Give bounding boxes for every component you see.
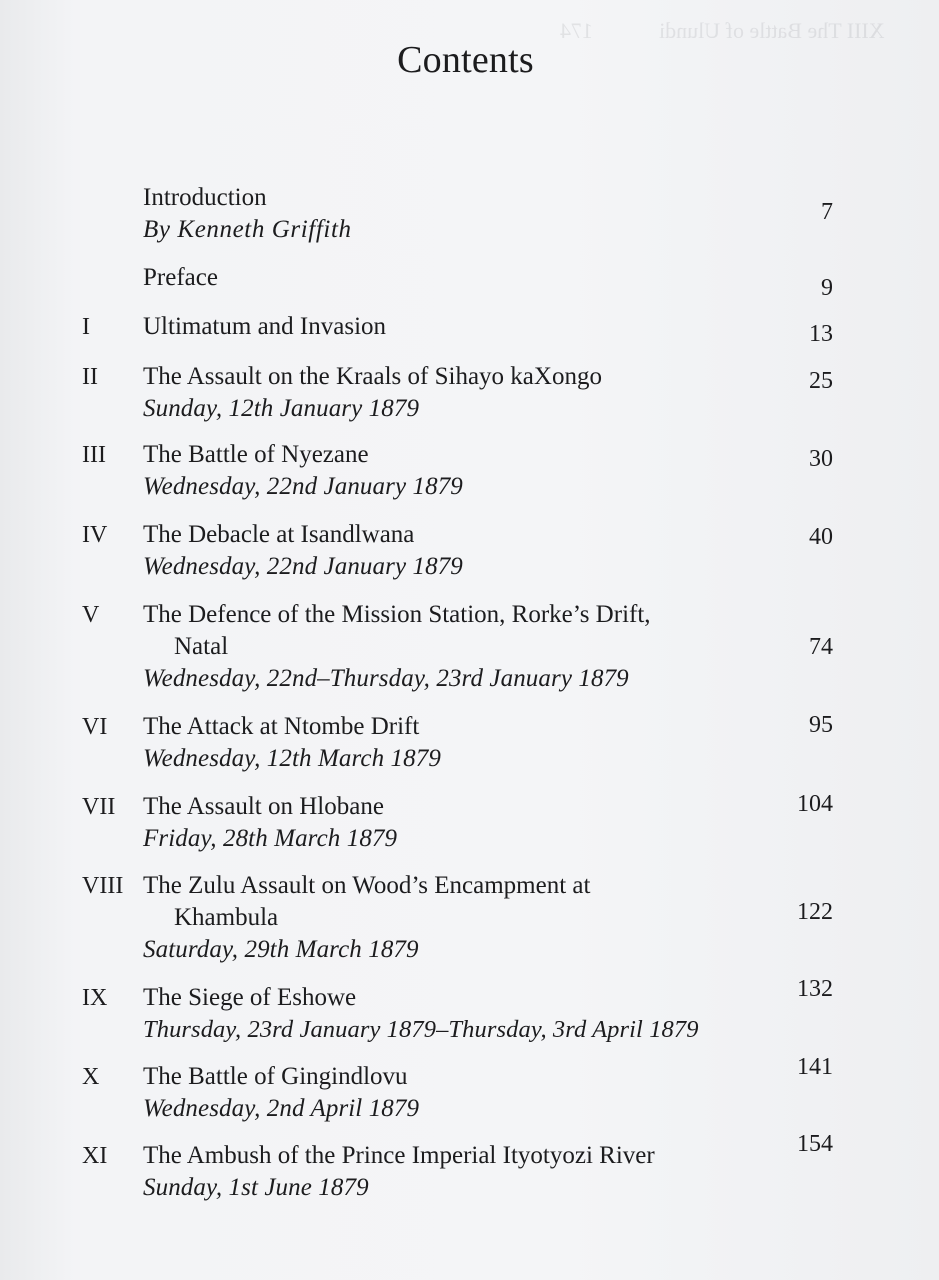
entry-title: The Defence of the Mission Station, Rorke’s Drift,: [143, 601, 651, 628]
entry-subtitle: Wednesday, 12th March 1879: [143, 745, 441, 772]
entry-page-number: 74: [809, 634, 833, 660]
entry-page-number: 40: [809, 524, 833, 550]
entry-title: The Ambush of the Prince Imperial Ityotyozi River: [143, 1142, 655, 1169]
entry-numeral: III: [82, 442, 106, 468]
entry-subtitle: Sunday, 12th January 1879: [143, 395, 420, 422]
entry-page-number: 132: [797, 976, 833, 1002]
entry-page-number: 7: [821, 199, 833, 225]
entry-title: The Assault on the Kraals of Sihayo kaXongo: [143, 363, 602, 390]
entry-title: The Battle of Gingindlovu: [143, 1063, 408, 1090]
page-title: Contents: [397, 39, 534, 81]
entry-numeral: II: [82, 364, 98, 390]
entry-subtitle: Saturday, 29th March 1879: [143, 936, 419, 963]
entry-subtitle: Sunday, 1st June 1879: [143, 1174, 369, 1201]
entry-title: The Assault on Hlobane: [143, 793, 384, 820]
entry-subtitle: Friday, 28th March 1879: [143, 825, 398, 852]
entry-numeral: VII: [82, 794, 116, 820]
entry-subtitle: Wednesday, 22nd January 1879: [143, 473, 463, 500]
entry-numeral: VI: [82, 714, 108, 740]
entry-numeral: I: [82, 314, 90, 340]
entry-page-number: 104: [797, 791, 833, 817]
entry-subtitle: Wednesday, 2nd April 1879: [143, 1095, 420, 1122]
entry-numeral: VIII: [82, 873, 124, 899]
entry-page-number: 9: [821, 275, 833, 301]
entry-title-continuation: Natal: [174, 633, 229, 660]
entry-subtitle: Wednesday, 22nd January 1879: [143, 553, 463, 580]
entry-subtitle: Wednesday, 22nd–Thursday, 23rd January 1879: [143, 665, 629, 692]
entry-page-number: 95: [809, 712, 833, 738]
entry-numeral: X: [82, 1064, 100, 1090]
entry-title: The Attack at Ntombe Drift: [143, 713, 420, 740]
entry-title: Preface: [143, 264, 218, 291]
entry-title: Introduction: [143, 184, 267, 211]
entry-page-number: 122: [797, 899, 833, 925]
entry-page-number: 141: [797, 1054, 833, 1080]
entry-numeral: XI: [82, 1143, 108, 1169]
show-through-text: XIII The Battle of Ulundi 174: [560, 18, 885, 43]
entry-title-continuation: Khambula: [174, 904, 279, 931]
entry-page-number: 154: [797, 1131, 833, 1157]
entry-title: The Siege of Eshowe: [143, 984, 357, 1011]
entry-numeral: IX: [82, 985, 108, 1011]
entry-subtitle: Thursday, 23rd January 1879–Thursday, 3rd April 1879: [143, 1016, 699, 1043]
entry-page-number: 13: [809, 321, 833, 347]
entry-title: The Battle of Nyezane: [143, 441, 369, 468]
entry-page-number: 30: [809, 446, 833, 472]
entry-numeral: V: [82, 602, 100, 628]
entry-title: The Debacle at Isandlwana: [143, 521, 415, 548]
entry-page-number: 25: [809, 368, 833, 394]
entry-numeral: IV: [82, 522, 108, 548]
entry-title: Ultimatum and Invasion: [143, 313, 387, 340]
entry-title: The Zulu Assault on Wood’s Encampment at: [143, 872, 591, 899]
entry-subtitle: By Kenneth Griffith: [143, 216, 352, 243]
